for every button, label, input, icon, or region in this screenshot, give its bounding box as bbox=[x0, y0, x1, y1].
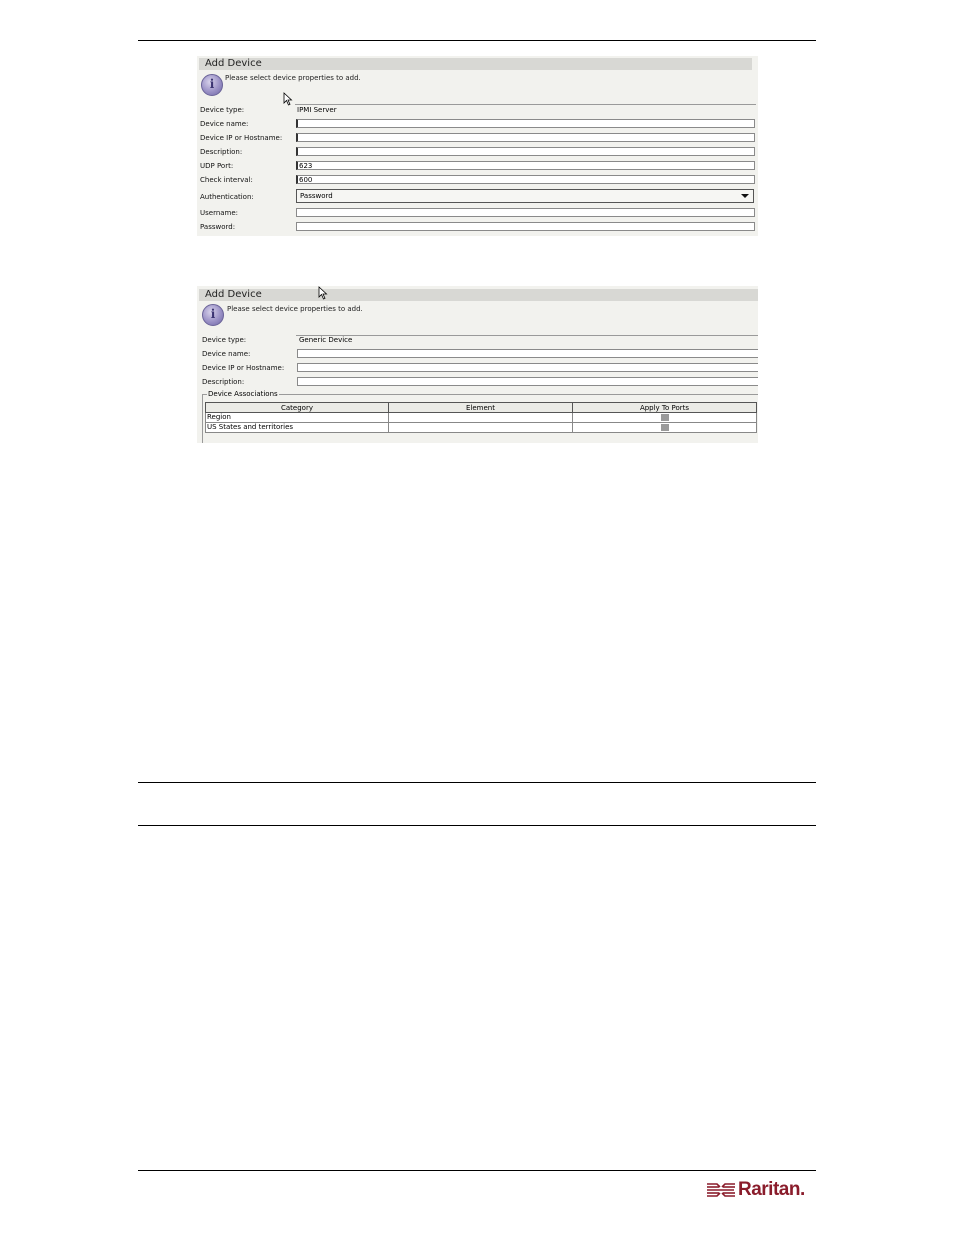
authentication-select[interactable] bbox=[296, 189, 754, 203]
table-row bbox=[206, 413, 757, 423]
password-label: Password: bbox=[200, 223, 236, 231]
udp-port-input[interactable]: 623 bbox=[296, 161, 755, 170]
device-name-input[interactable] bbox=[296, 119, 755, 128]
device-name-label: Device name: bbox=[200, 120, 249, 128]
description-label: Description: bbox=[200, 148, 243, 156]
column-header-element[interactable]: Element bbox=[389, 403, 573, 413]
device-name-label: Device name: bbox=[202, 350, 251, 358]
top-rule bbox=[138, 40, 816, 41]
check-interval-label: Check interval: bbox=[200, 176, 253, 184]
authentication-selected-value: Password bbox=[300, 192, 333, 200]
element-cell[interactable] bbox=[389, 413, 573, 423]
description-input[interactable] bbox=[296, 147, 755, 156]
device-ip-label: Device IP or Hostname: bbox=[202, 364, 285, 372]
category-cell: Region bbox=[206, 413, 389, 423]
mouse-cursor-icon bbox=[283, 92, 293, 106]
apply-to-ports-cell bbox=[573, 423, 757, 433]
info-icon: i bbox=[202, 304, 224, 326]
device-type-value: Generic Device bbox=[299, 336, 353, 344]
username-input[interactable] bbox=[296, 208, 755, 217]
column-header-category[interactable]: Category bbox=[206, 403, 389, 413]
category-cell: US States and territories bbox=[206, 423, 389, 433]
device-ip-input[interactable] bbox=[296, 133, 755, 142]
password-input[interactable] bbox=[296, 222, 755, 231]
element-cell[interactable] bbox=[389, 423, 573, 433]
check-interval-input[interactable]: 600 bbox=[296, 175, 755, 184]
raritan-logo bbox=[706, 1179, 812, 1201]
device-ip-label: Device IP or Hostname: bbox=[200, 134, 283, 142]
apply-to-ports-checkbox[interactable] bbox=[661, 414, 669, 421]
device-type-value: IPMI Server bbox=[297, 106, 337, 114]
info-icon: i bbox=[201, 74, 223, 96]
instruction-text: Please select device properties to add. bbox=[227, 305, 363, 313]
instruction-text: Please select device properties to add. bbox=[225, 74, 361, 82]
device-type-label: Device type: bbox=[202, 336, 247, 344]
footer-rule bbox=[138, 1170, 816, 1171]
username-label: Username: bbox=[200, 209, 239, 217]
raritan-logo-text: Raritan. bbox=[738, 1179, 805, 1200]
mouse-cursor-icon bbox=[318, 286, 328, 300]
raritan-logo-mark-icon bbox=[706, 1179, 736, 1201]
panel-title: Add Device bbox=[199, 289, 758, 301]
section-rule-2 bbox=[138, 825, 816, 826]
device-type-label: Device type: bbox=[200, 106, 245, 114]
description-input[interactable] bbox=[297, 377, 758, 386]
apply-to-ports-checkbox[interactable] bbox=[661, 424, 669, 431]
device-ip-input[interactable] bbox=[297, 363, 758, 372]
chevron-down-icon[interactable] bbox=[741, 194, 749, 198]
device-associations-legend: Device Associations bbox=[208, 390, 278, 398]
device-associations-table bbox=[205, 402, 757, 433]
udp-port-label: UDP Port: bbox=[200, 162, 234, 170]
table-row bbox=[206, 423, 757, 433]
authentication-label: Authentication: bbox=[200, 193, 254, 201]
device-name-input[interactable] bbox=[297, 349, 758, 358]
form-separator bbox=[295, 104, 756, 105]
add-device-panel-ipmi bbox=[197, 56, 758, 236]
column-header-apply-to-ports[interactable]: Apply To Ports bbox=[573, 403, 757, 413]
add-device-panel-generic bbox=[197, 286, 758, 443]
description-label: Description: bbox=[202, 378, 245, 386]
section-rule-1 bbox=[138, 782, 816, 783]
panel-title: Add Device bbox=[199, 58, 752, 70]
apply-to-ports-cell bbox=[573, 413, 757, 423]
